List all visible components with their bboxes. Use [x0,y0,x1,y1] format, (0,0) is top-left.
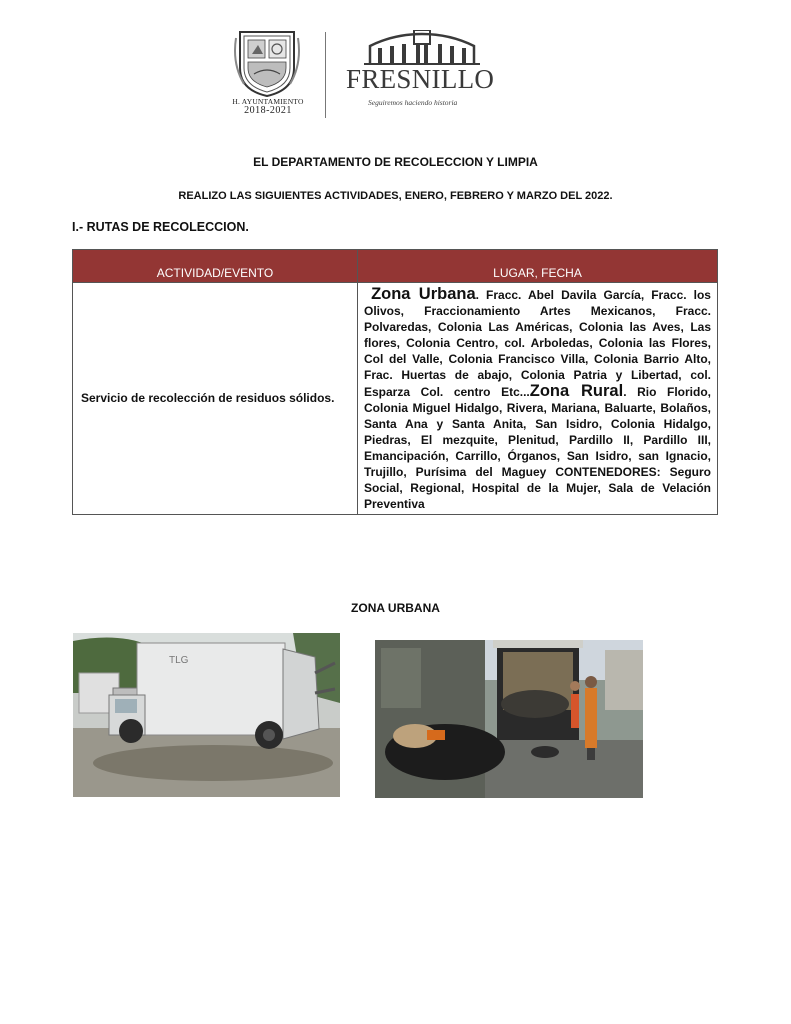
header-activity: ACTIVIDAD/EVENTO [73,250,358,283]
header-divider [325,32,326,118]
table-header-row [73,250,718,283]
table-row [73,283,718,515]
urban-zone-label: Zona Urbana [371,285,476,303]
municipal-crest-logo [234,28,300,103]
garbage-truck-photo-2 [375,640,643,798]
brand-tagline: Seguiremos haciendo historia [368,98,458,107]
place-cell [358,283,718,515]
photos-section-title: ZONA URBANA [351,601,440,615]
urban-zone-places: . Fracc. Abel Davila García, Fracc. los Olivos, Fraccionamiento Artes Mexicanos, Fracc. Polvaredas, Colonia Las Américas, Colonia las Aves, Las flores, Colonia Centro, col. Arboledas, Colonia las Flores, Col del Valle, Colonia Francisco Villa, Colonia Barrio Alto, Frac. Huertas de abajo, Colonia Patria y Libertad, col. Esparza Col. centro Etc... [364,288,711,399]
crest-caption-line1: H. AYUNTAMIENTO [232,97,304,106]
document-subtitle: REALIZO LAS SIGUIENTES ACTIVIDADES, ENERO, FEBRERO Y MARZO DEL 2022. [178,190,613,202]
activities-table [72,249,718,515]
document-title: EL DEPARTAMENTO DE RECOLECCION Y LIMPIA [253,155,538,169]
crest-caption-line2: 2018-2021 [244,104,292,116]
crest-caption [228,98,308,116]
rural-zone-places: . Rio Florido, Colonia Miguel Hidalgo, Rivera, Mariana, Baluarte, Bolaños, Santa Ana y Santa Anita, San Isidro, Colonia Hidalgo, Piedras, El mezquite, Plenitud, Pardillo II, Pardillo III, Emancipación, Carrillo, Órganos, San Isidro, san Ignacio, Trujillo, Purísima del Maguey CONTENEDORES: Seguro Social, Regional, Hospital de la Mujer, Sala de Velación Preventiva [364,385,711,511]
header-place-date: LUGAR, FECHA [358,250,718,283]
svg-text:TLG: TLG [169,655,189,666]
collection-workers-image [375,640,643,798]
building-silhouette-icon [360,30,484,66]
activity-cell: Servicio de recolección de residuos sólidos. [73,283,358,515]
brand-name: FRESNILLO [346,64,495,94]
crest-shield-icon [234,28,300,98]
garbage-truck-yard-image [73,633,340,797]
section-heading: I.- RUTAS DE RECOLECCION. [72,220,249,234]
rural-zone-label: Zona Rural [529,382,624,400]
garbage-truck-photo-1 [73,633,340,797]
